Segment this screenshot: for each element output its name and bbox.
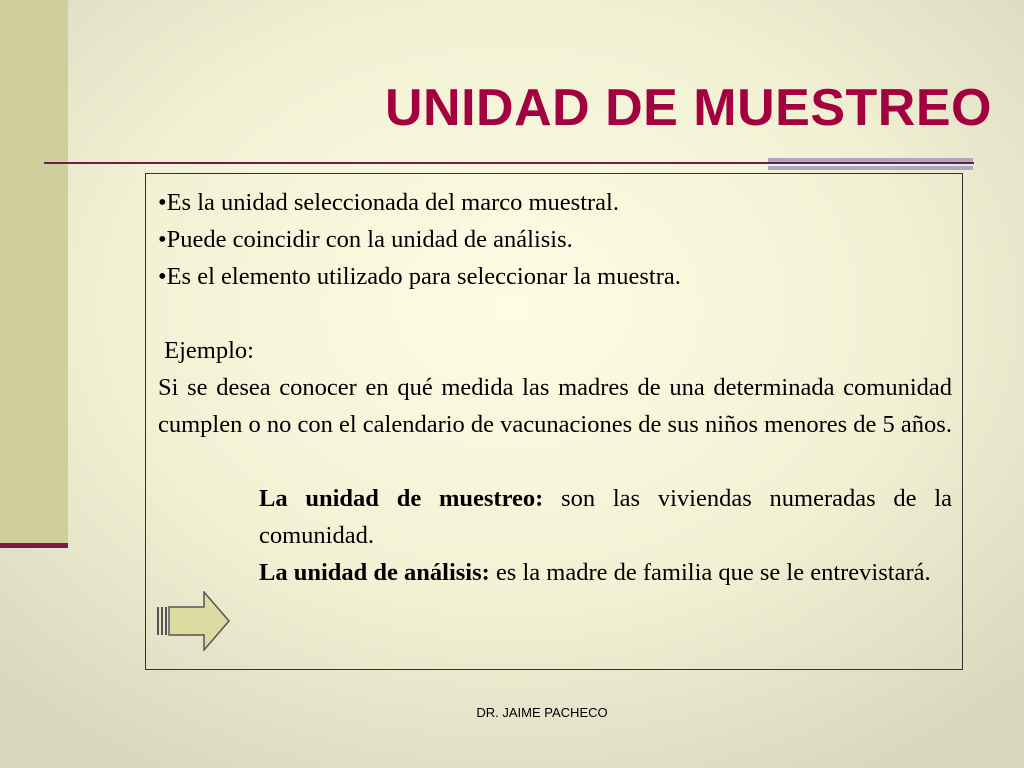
bullet-item: •Es la unidad seleccionada del marco muestral. xyxy=(158,189,619,216)
divider-accent-top xyxy=(768,158,973,162)
left-accent-line xyxy=(0,543,68,548)
definition-term: La unidad de análisis: xyxy=(259,559,490,586)
content-box xyxy=(145,173,963,670)
example-label: Ejemplo: xyxy=(158,337,254,364)
title-divider xyxy=(44,162,974,164)
definition-text: son las viviendas numeradas de la comunidad. xyxy=(259,485,953,549)
footer-author: DR. JAIME PACHECO xyxy=(476,705,608,720)
slide-title: UNIDAD DE MUESTREO xyxy=(384,79,992,137)
bullet-item: •Es el elemento utilizado para seleccionar la muestra. xyxy=(158,263,681,290)
right-arrow-icon xyxy=(156,591,231,651)
divider-accent-bottom xyxy=(768,166,973,170)
definition-text: es la madre de familia que se le entrevistará. xyxy=(489,559,931,586)
definition-analysis-unit xyxy=(259,554,952,591)
bullet-item: •Puede coincidir con la unidad de análisis. xyxy=(158,226,573,253)
example-text: Si se desea conocer en qué medida las madres de una determinada comunidad cumplen o no con el calendario de vacunaciones de sus niños menores de 5 años. xyxy=(158,374,952,438)
left-decorative-bar xyxy=(0,0,68,545)
definition-term: La unidad de muestreo: xyxy=(259,485,544,512)
definition-sampling-unit xyxy=(259,480,952,554)
